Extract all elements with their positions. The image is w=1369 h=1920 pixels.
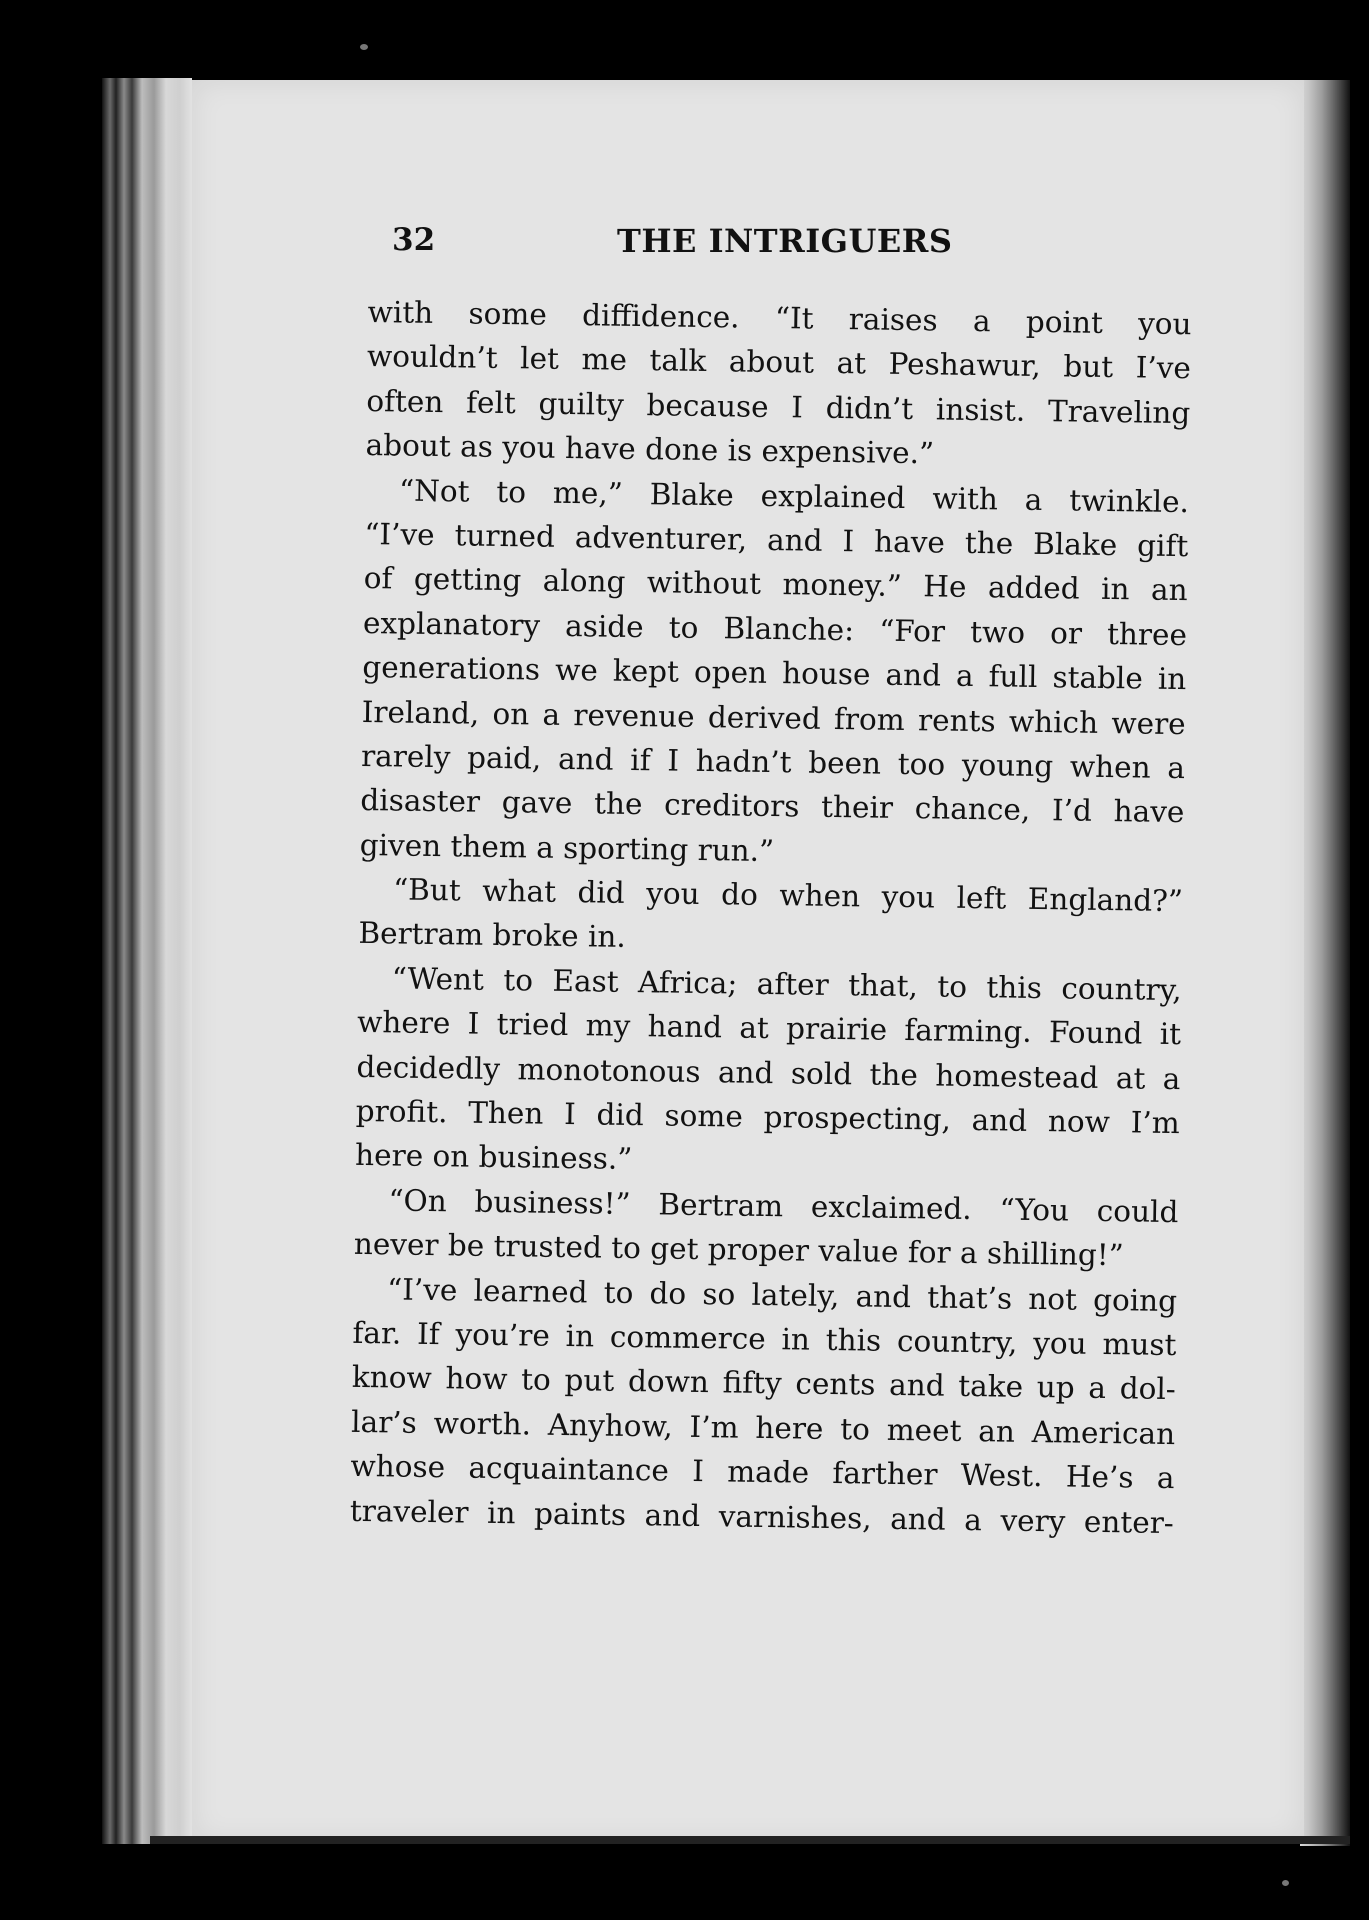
text-line: wouldn’t let me talk about at Peshawur, but I’ve: [366, 339, 1192, 386]
text-line: “Went to East Africa; after that, to this country,: [391, 961, 1182, 1008]
page-bottom-shadow: [150, 1836, 1350, 1844]
text-line: “Not to me,” Blake explained with a twinkle.: [398, 473, 1190, 519]
text-line: generations we kept open house and a full stable in: [362, 650, 1187, 697]
text-line: Ireland, on a revenue derived from rents which were: [361, 694, 1186, 741]
text-line: “I’ve turned adventurer, and I have the Blake gift: [364, 516, 1189, 564]
text-line: “On business!” Bertram exclaimed. “You could: [388, 1183, 1179, 1229]
text-line: profit. Then I did some prospecting, and now I’m: [355, 1093, 1180, 1141]
page-number: 32: [392, 222, 436, 258]
book-title: THE INTRIGUERS: [617, 222, 953, 260]
text-line: know how to put down fifty cents and take up a dol-: [351, 1360, 1177, 1407]
text-line: traveler in paints and varnishes, and a very enter-: [349, 1493, 1175, 1540]
text-line: decidedly monotonous and sold the homestead at a: [356, 1049, 1181, 1096]
text-line: about as you have done is expensive.”: [365, 428, 935, 471]
text-line: given them a sporting run.”: [359, 827, 775, 868]
text-line: of getting along without money.” He added in an: [363, 561, 1188, 608]
text-line: with some diffidence. “It raises a point you: [367, 294, 1192, 342]
text-line: where I tried my hand at prairie farming. Found it: [356, 1005, 1182, 1052]
text-line: “I’ve learned to do so lately, and that’s not going: [386, 1271, 1178, 1318]
page-stack-right-edge: [1300, 80, 1350, 1846]
page-stack-left-edge: [102, 78, 192, 1844]
text-line: explanatory aside to Blanche: “For two or three: [362, 605, 1188, 652]
text-line: here on business.”: [354, 1138, 633, 1177]
text-line: disaster gave the creditors their chance, I’d have: [360, 783, 1185, 830]
dust-speck: [360, 44, 368, 50]
text-line: lar’s worth. Anyhow, I’m here to meet an American: [350, 1404, 1176, 1451]
body-text: [350, 290, 1192, 1545]
text-line: Bertram broke in.: [358, 916, 627, 955]
running-head: [392, 222, 982, 270]
text-line: never be trusted to get proper value for a shilling!”: [353, 1227, 1124, 1273]
text-line: whose acquaintance I made farther West. He’s a: [350, 1449, 1175, 1496]
text-line: often felt guilty because I didn’t insist. Traveling: [366, 383, 1191, 430]
text-line: “But what did you do when you left England?”: [392, 872, 1184, 919]
text-line: rarely paid, and if I hadn’t been too young when a: [360, 738, 1186, 786]
text-line: far. If you’re in commerce in this country, you must: [352, 1315, 1177, 1363]
dust-speck: [1282, 1880, 1289, 1886]
